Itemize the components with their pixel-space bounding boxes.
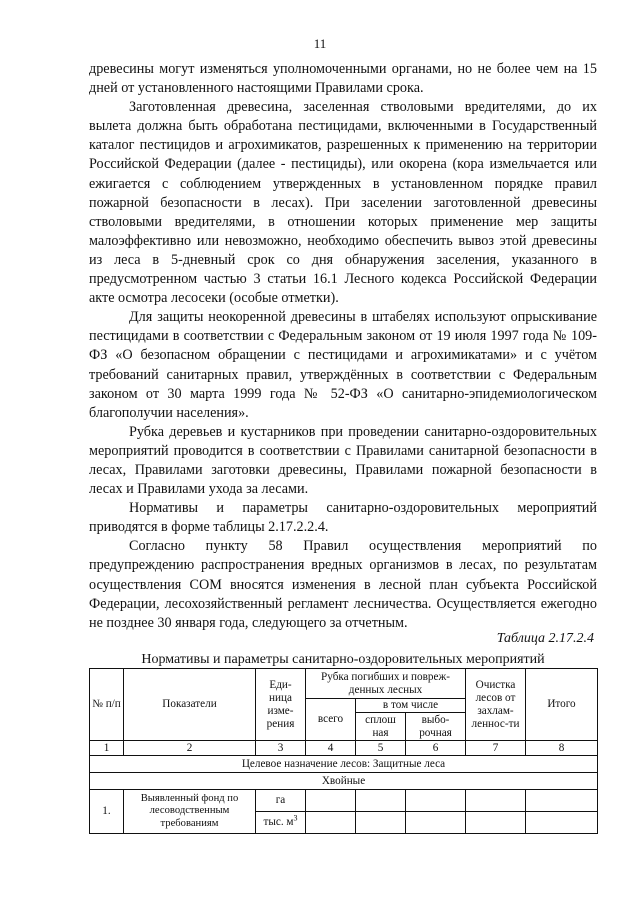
column-number: 4 <box>306 741 356 756</box>
header-result: Итого <box>526 669 598 741</box>
table-cell <box>526 812 598 834</box>
paragraph-forest-plan: Согласно пункту 58 Правил осуществления мероприятий по предупреждению распространения вредных организмов в лесах, по результатам осуществления СОМ вносятся изменения в лесной план субъекта Российской Федерации, лесохозяйственный регламент лесничества. Осуществляется ежегодно не позднее 30 января года, следующего за отчетным. <box>89 538 597 631</box>
section-purpose: Целевое назначение лесов: Защитные леса <box>90 756 598 773</box>
table-cell <box>466 790 526 812</box>
paragraph-norms-reference: Нормативы и параметры санитарно-оздоровительных мероприятий приводятся в форме таблицы 2.17.2.2.4. <box>89 500 597 536</box>
paragraph-continuation: древесины могут изменяться уполномоченными органами, но не более чем на 15 дней от установленного настоящими Правилами срока. <box>89 61 597 97</box>
column-number: 8 <box>526 741 598 756</box>
table-caption: Таблица 2.17.2.4 <box>496 631 594 646</box>
paragraph-spraying: Для защиты неокоренной древесины в штабелях используют опрыскивание пестицидами в соответствии с Федеральным законом от 19 июля 1997 года № 109-ФЗ «О безопасном обращении с пестицидами и агрохимикатами» и с учётом требований санитарных правил, утверждённых в соответствии с Федеральным законом от 30 марта 1999 года № 52-ФЗ «О санитарно-эпидемиологическом благополучии населения». <box>89 309 597 421</box>
table-cell <box>356 790 406 812</box>
table-title: Нормативы и параметры санитарно-оздоровительных мероприятий <box>141 652 545 667</box>
unit-volume-label: тыс. м <box>263 816 294 828</box>
table-cell <box>406 790 466 812</box>
header-indicators: Показатели <box>124 669 256 741</box>
column-number: 1 <box>90 741 124 756</box>
header-cleaning: Очистка лесов от захлам-леннос-ти <box>466 669 526 741</box>
header-clear: сплош ная <box>356 713 406 741</box>
paragraph-timber-treatment: Заготовленная древесина, заселенная стволовыми вредителями, до их вылета должна быть обработана пестицидами, включенными в Государственный каталог пестицидов и агрохимикатов, разрешенных к применению на территории Российской Федерации (далее - пестициды), или окорена (кора измельчается или ежигается с соблюдением утвержденных в установленном порядке правил пожарной безопасности в лесах). При заселении заготовленной древесины стволовыми вредителями, в отношении которых применение мер защиты малоэффективно или невозможно, необходимо обеспечить вывоз этой древесины из леса в 5-дневный срок со дня обнаружения заселения, указанного в предусмотренном частью 3 статьи 16.1 Лесного кодекса Российской Федерации акте осмотра лесосеки (особые отметки). <box>89 99 597 307</box>
table-cell <box>306 812 356 834</box>
header-including: в том числе <box>356 699 466 713</box>
row-num: 1. <box>90 790 124 834</box>
table-cell <box>466 812 526 834</box>
header-num: № п/п <box>90 669 124 741</box>
row-unit-volume <box>256 812 306 834</box>
body-text <box>89 60 597 633</box>
table-cell <box>306 790 356 812</box>
row-unit-ha: га <box>256 790 306 812</box>
paragraph-felling-rules: Рубка деревьев и кустарников при проведении санитарно-оздоровительных мероприятий проводится в соответствии с Правилами санитарной безопасности в лесах, Правилами заготовки древесины, Правилами пожарной безопасности в лесах и Правилами ухода за лесами. <box>89 423 597 498</box>
unit-volume-superscript: 3 <box>293 813 298 823</box>
header-unit: Еди-ница изме-рения <box>256 669 306 741</box>
column-number: 3 <box>256 741 306 756</box>
header-felling: Рубка погибших и повреж-денных лесных <box>306 669 466 699</box>
section-species: Хвойные <box>90 773 598 790</box>
table-cell <box>356 812 406 834</box>
page-number: 11 <box>313 36 327 51</box>
row-indicator: Выявленный фонд по лесоводственным требованиям <box>124 790 256 834</box>
column-number: 7 <box>466 741 526 756</box>
header-selective: выбо-рочная <box>406 713 466 741</box>
table-cell <box>406 812 466 834</box>
header-total: всего <box>306 699 356 741</box>
norms-table <box>89 668 598 834</box>
table-cell <box>526 790 598 812</box>
column-number: 6 <box>406 741 466 756</box>
column-number: 5 <box>356 741 406 756</box>
column-number: 2 <box>124 741 256 756</box>
